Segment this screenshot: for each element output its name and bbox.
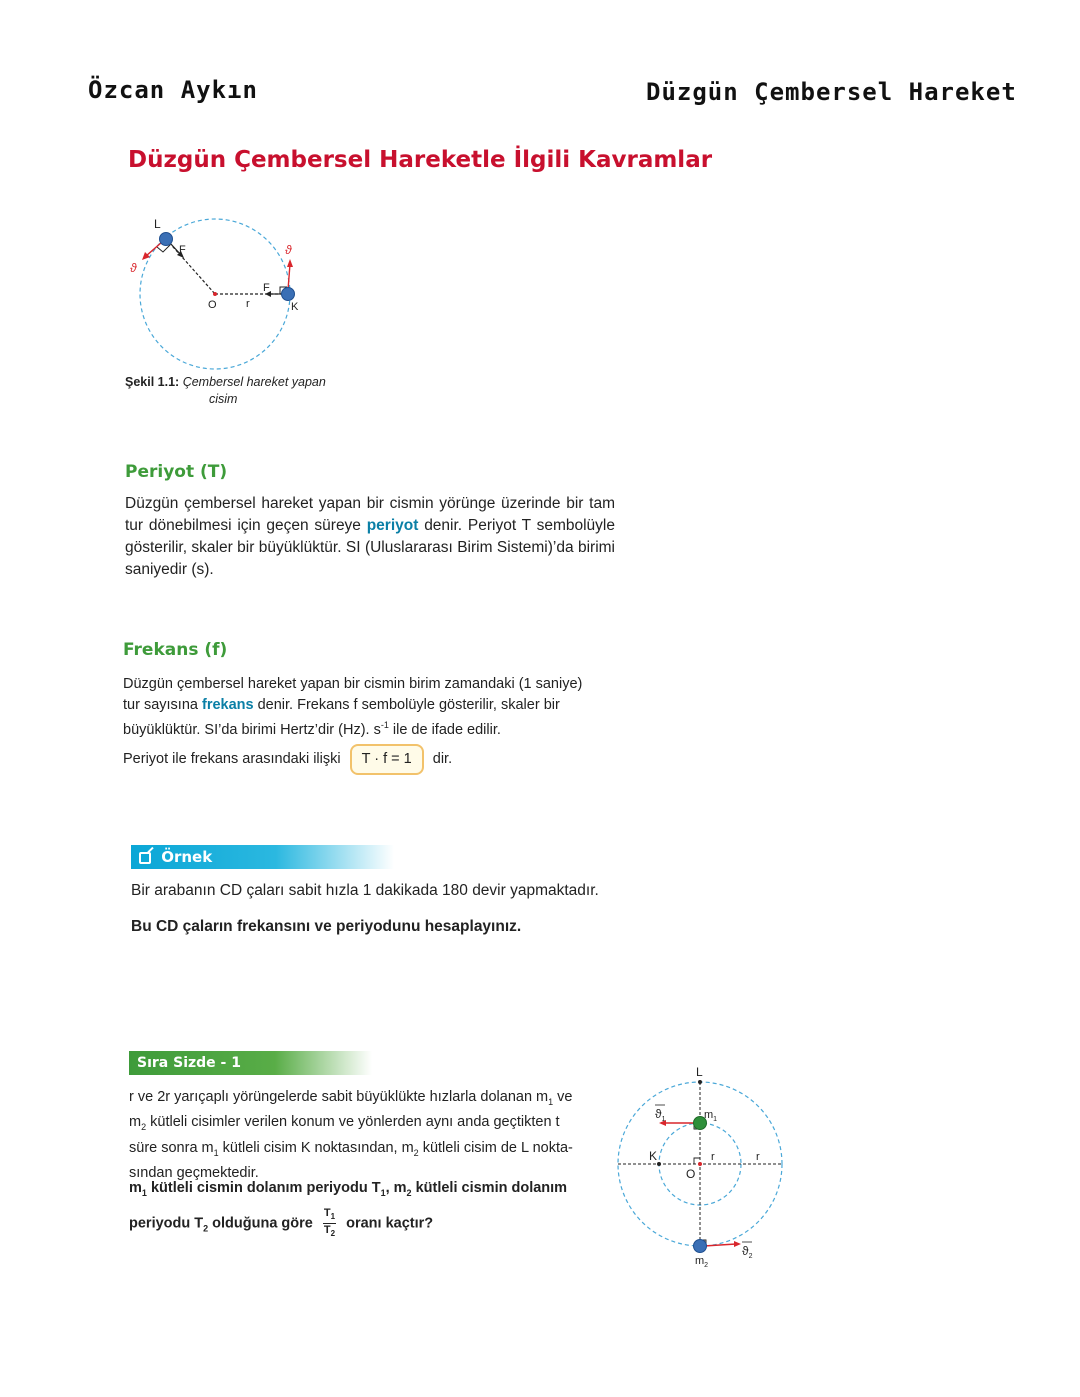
sira-line-1-b: ve (553, 1089, 573, 1105)
label-theta2-t: ϑ (742, 1244, 749, 1258)
label-theta1-t: ϑ (655, 1107, 662, 1121)
frekans-paragraph (123, 674, 603, 740)
fraction-denominator (323, 1224, 336, 1240)
label-r: r (246, 298, 250, 310)
velocity-arrowhead-K (287, 259, 293, 267)
sira-q1-sub2: 1 (380, 1187, 386, 1198)
relation-line (123, 744, 452, 775)
sira-q2-b: olduğuna göre (208, 1215, 313, 1232)
label-L: L (696, 1065, 703, 1079)
sira-sizde-paragraph (129, 1087, 587, 1184)
label-m2-m: m (695, 1255, 705, 1267)
velocity-arrow-m2 (704, 1244, 736, 1246)
sira-q2-sub: 2 (203, 1223, 209, 1234)
label-F-K: F (263, 282, 270, 294)
frekans-line-3 (123, 715, 603, 740)
label-m1-m: m (704, 1109, 714, 1121)
frekans-line-3-sup: -1 (380, 720, 389, 730)
label-m2 (695, 1255, 708, 1269)
sira-question-line-1 (129, 1178, 599, 1203)
frekans-line-3-b: ile de ifade edilir. (388, 721, 501, 738)
caption-text-2: cisim (209, 392, 238, 406)
velocity-arrowhead-m2 (734, 1241, 741, 1247)
label-L: L (154, 217, 161, 231)
center-point (213, 292, 217, 296)
example-banner (131, 845, 394, 869)
frekans-line-1: Düzgün çembersel hareket yapan bir cismin birim zamandaki (1 saniye) (123, 676, 583, 692)
center-point-O (698, 1162, 702, 1166)
frac-den-T: T (323, 1224, 331, 1237)
sira-line-3 (129, 1138, 587, 1163)
sira-line-1 (129, 1087, 587, 1112)
frekans-line-2-b: denir. Frekans f sembolüyle gösterilir, skaler bir (257, 696, 560, 713)
label-theta1-sub: 1 (661, 1116, 666, 1123)
sira-line-3-b: kütleli cisim K noktasından, m (218, 1139, 414, 1156)
label-O: O (686, 1167, 696, 1181)
example-text: Bir arabanın CD çaları sabit hızla 1 dakikada 180 devir yapmaktadır. (131, 882, 599, 899)
label-m1 (704, 1109, 717, 1123)
relation-prefix: Periyot ile frekans arasındaki ilişki (123, 751, 341, 767)
sira-line-2-sub: 2 (141, 1122, 147, 1133)
label-r-inner: r (711, 1151, 715, 1163)
external-link-icon (139, 852, 151, 864)
figure-caption (125, 374, 345, 408)
mass-at-K (282, 288, 295, 301)
sira-question (129, 1178, 599, 1240)
sira-sizde-banner: Sıra Sizde - 1 (129, 1051, 372, 1075)
sira-line-3-sub2: 2 (413, 1147, 419, 1158)
point-K (657, 1162, 661, 1166)
chapter-topic: Düzgün Çembersel Hareket (646, 78, 1017, 106)
frekans-line-3-a: büyüklüktür. SI’da birimi Hertz’dir (Hz). s (123, 721, 381, 738)
keyword-periyot: periyot (366, 517, 419, 534)
frac-num-T: T (323, 1206, 331, 1219)
caption-text: Çembersel hareket yapan (182, 375, 326, 389)
label-m1-sub: 1 (713, 1116, 718, 1123)
section-heading-periyot: Periyot (T) (125, 462, 228, 482)
caption-label: Şekil 1.1: (125, 375, 180, 389)
point-L (698, 1080, 702, 1084)
sira-q1-a: m (129, 1180, 142, 1196)
label-r-outer: r (756, 1151, 760, 1163)
sira-line-3-sub: 1 (213, 1147, 219, 1158)
label-F-L: F (179, 244, 186, 256)
sira-q1-b: kütleli cismin dolanım periyodu T (146, 1180, 381, 1196)
sira-q1-d: kütleli cismin dolanım (411, 1180, 568, 1196)
label-theta2 (742, 1244, 753, 1260)
label-O: O (208, 299, 217, 311)
label-K: K (291, 301, 299, 313)
sira-line-2-b: kütleli cisimler verilen konum ve yönlerden aynı anda geçtikten t (146, 1114, 560, 1131)
sira-line-4: sından geçmektedir. (129, 1165, 259, 1182)
periyot-text-2: denir. Periyot T sembolüyle gösterilir, skaler bir büyüklüktür. SI (Uluslararası Birim Sistemi)’da birimi saniyedir (s). (125, 517, 615, 578)
fraction-numerator (323, 1207, 336, 1224)
ratio-fraction (323, 1207, 336, 1240)
sira-q1-sub3: 2 (406, 1187, 412, 1198)
sira-q1-sub: 1 (141, 1187, 147, 1198)
page-title: Düzgün Çembersel Hareketle İlgili Kavramlar (128, 147, 713, 173)
sira-line-1-sub: 1 (548, 1096, 554, 1107)
section-heading-frekans: Frekans (f) (123, 640, 228, 660)
example-question: Bu CD çaların frekansını ve periyodunu hesaplayınız. (131, 918, 522, 935)
periyot-paragraph (125, 493, 615, 581)
sira-question-line-2 (129, 1207, 599, 1240)
label-m2-sub: 2 (704, 1262, 709, 1269)
sira-q2-a: periyodu T (129, 1215, 204, 1232)
sira-line-2-a: m (129, 1114, 142, 1131)
frac-num-sub: 1 (330, 1212, 336, 1222)
circular-motion-figure (120, 212, 320, 377)
sira-q1-c: , m (385, 1180, 407, 1196)
frekans-line-2-a: tur sayısına (123, 696, 198, 713)
relation-suffix: dir. (432, 751, 453, 767)
periyot-text-1: Düzgün çembersel hareket yapan bir cismin yörünge üzerinde bir tam tur dönebilmesi için geçen süreye (125, 495, 615, 534)
sira-line-2 (129, 1112, 587, 1137)
label-theta-K: ϑ (285, 243, 292, 257)
keyword-frekans: frekans (201, 696, 254, 713)
relation-formula-box: T · f = 1 (350, 744, 424, 775)
sira-line-1-a: r ve 2r yarıçaplı yörüngelerde sabit büyüklükte hızlarla dolanan m (129, 1089, 549, 1105)
sira-line-3-a: süre sonra m (129, 1139, 214, 1156)
label-K: K (649, 1149, 658, 1163)
right-angle-L (157, 245, 170, 252)
label-theta2-sub: 2 (748, 1253, 753, 1260)
label-theta-L: ϑ (130, 261, 137, 275)
frac-den-sub: 2 (330, 1229, 336, 1239)
frekans-line-2 (123, 695, 603, 716)
label-theta1 (655, 1107, 666, 1123)
author-name: Özcan Aykın (88, 76, 258, 104)
sira-line-3-c: kütleli cisim de L nokta- (418, 1139, 573, 1156)
sira-q2-c: oranı kaçtır? (346, 1215, 434, 1232)
mass-m2 (694, 1240, 707, 1253)
two-orbits-figure (612, 1060, 792, 1280)
mass-at-L (160, 233, 173, 246)
example-label: Örnek (161, 848, 213, 866)
